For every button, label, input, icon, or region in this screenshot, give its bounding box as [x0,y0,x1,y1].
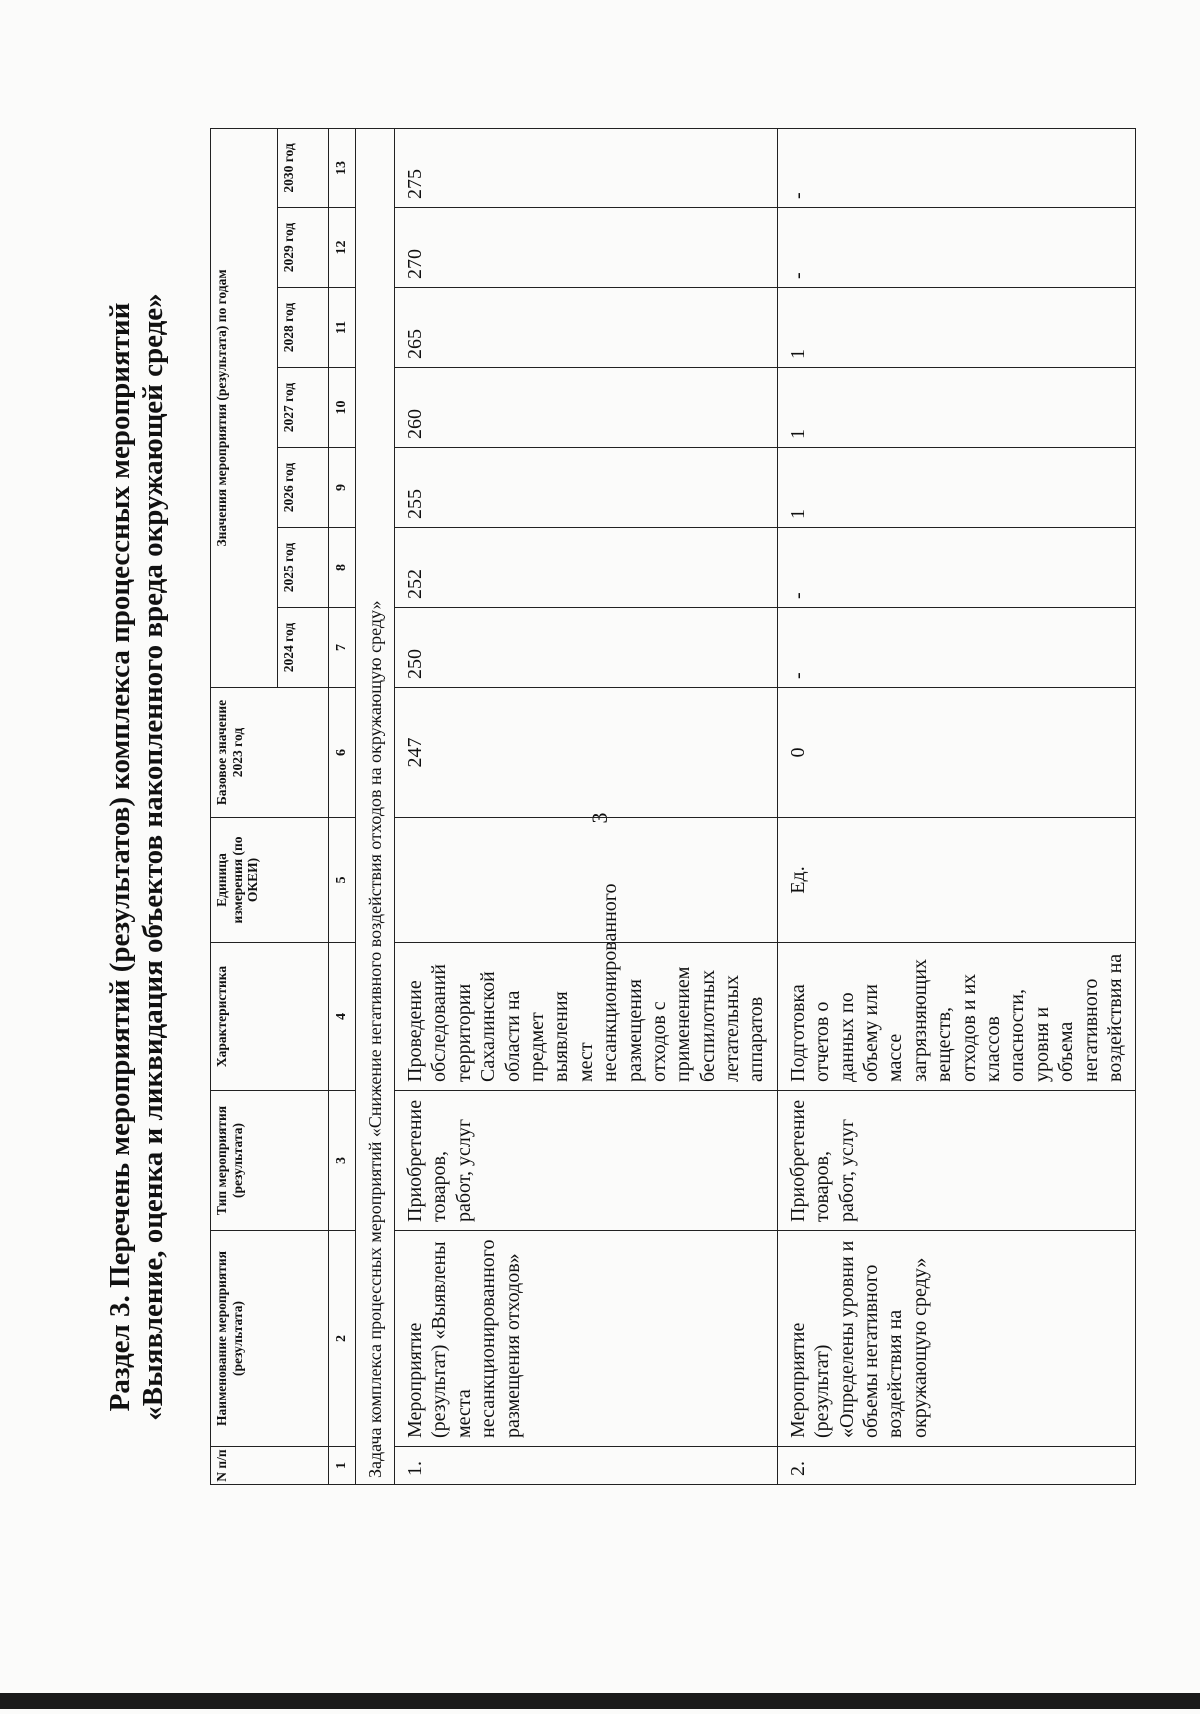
column-number: 6 [329,688,356,818]
header-year: 2027 год [278,368,329,448]
row-value: 270 [395,208,778,288]
column-number: 9 [329,448,356,528]
page-number: 3 [587,812,612,824]
header-year: 2029 год [278,208,329,288]
column-number: 5 [329,818,356,943]
row-num: 1. [395,1447,778,1485]
column-number: 8 [329,528,356,608]
column-number: 12 [329,208,356,288]
column-number: 3 [329,1091,356,1231]
row-value: 252 [395,528,778,608]
row-type: Приобретение товаров, работ, услуг [777,1091,1135,1231]
header-year: 2026 год [278,448,329,528]
row-value: 255 [395,448,778,528]
column-number: 4 [329,943,356,1091]
header-unit: Единица измерения (по ОКЕИ) [211,818,329,943]
row-num: 2. [777,1447,1135,1485]
row-unit: Ед. [777,818,1135,943]
section-title [104,107,171,1607]
header-values-group: Значения мероприятия (результата) по годам [211,128,278,687]
column-number: 1 [329,1447,356,1485]
row-characteristic: Подготовка отчетов о данных по объему или массе загрязняющих веществ, отходов и их классов опасности, уровня и объема негативного воздействия на [777,943,1135,1091]
row-value: - [777,528,1135,608]
row-value: 1 [777,288,1135,368]
row-value: 1 [777,448,1135,528]
task-text: Задача комплекса процессных мероприятий «Снижение негативного воздействия отходов на окружающую среду» [356,128,395,1484]
column-number-row [329,128,356,1484]
row-value: - [777,208,1135,288]
row-unit [395,818,778,943]
column-number: 7 [329,608,356,688]
row-name: Мероприятие (результат) «Определены уровни и объемы негативного воздействия на окружающую среду» [777,1231,1135,1447]
header-year: 2025 год [278,528,329,608]
table-row [777,128,1135,1484]
row-value: 265 [395,288,778,368]
header-base: Базовое значение 2023 год [211,688,329,818]
row-type: Приобретение товаров, работ, услуг [395,1091,778,1231]
scan-edge-line [0,1693,1200,1709]
header-year: 2024 год [278,608,329,688]
task-row [356,128,395,1484]
header-type: Тип мероприятия (результата) [211,1091,329,1231]
column-number: 10 [329,368,356,448]
column-number: 13 [329,128,356,207]
column-number: 11 [329,288,356,368]
column-number: 2 [329,1231,356,1447]
rotated-page-content [100,107,1126,1607]
header-year: 2028 год [278,288,329,368]
section-title-line1: Раздел 3. Перечень мероприятий (результатов) комплекса процессных мероприятий [104,302,136,1412]
activities-table [210,128,1136,1485]
row-value: 275 [395,128,778,207]
row-value: 260 [395,368,778,448]
row-value: 1 [777,368,1135,448]
header-num: N п/п [211,1447,329,1485]
row-base: 0 [777,688,1135,818]
row-value: - [777,608,1135,688]
section-title-line2: «Выявление, оценка и ликвидация объектов накопленного вреда окружающей среде» [137,293,170,1421]
row-base: 247 [395,688,778,818]
header-name: Наименование мероприятия (результата) [211,1231,329,1447]
table-row [395,128,778,1484]
header-characteristic: Характеристика [211,943,329,1091]
row-name: Мероприятие (результат) «Выявлены места несанкционированного размещения отходов» [395,1231,778,1447]
header-year: 2030 год [278,128,329,207]
row-value: 250 [395,608,778,688]
row-value: - [777,128,1135,207]
row-characteristic: Проведение обследований территории Сахалинской области на предмет выявления мест несанкционированного размещения отходов с применением беспилотных летательных аппаратов [395,943,778,1091]
